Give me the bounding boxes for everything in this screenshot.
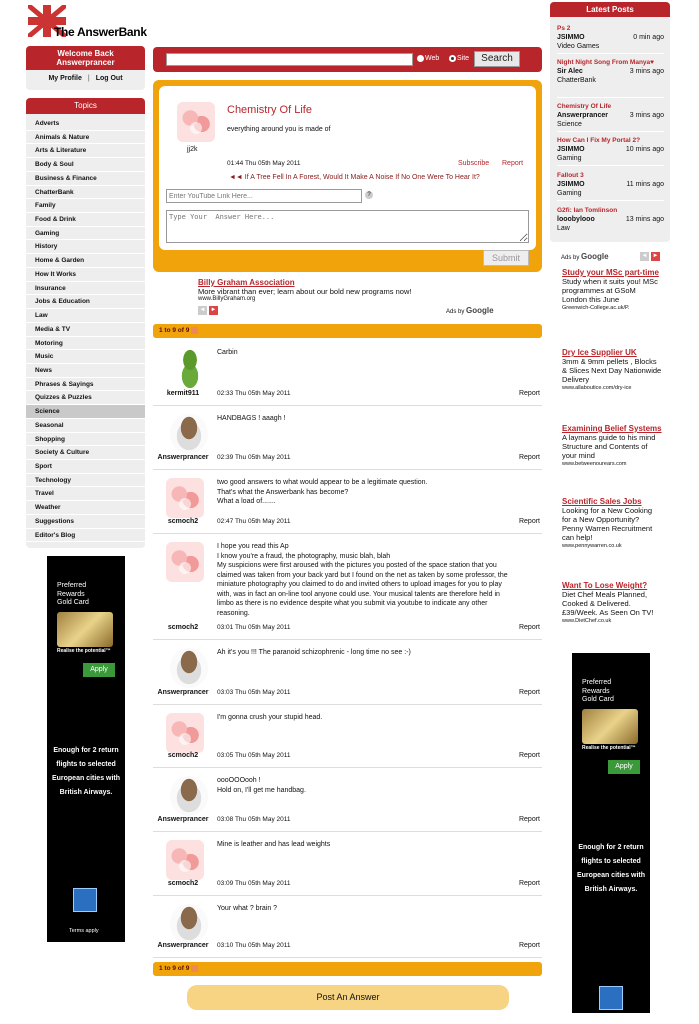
answer-text: Mine is leather and has lead weights xyxy=(217,841,331,848)
topic-item[interactable]: Motoring xyxy=(26,337,145,351)
text-ad[interactable] xyxy=(562,581,662,625)
topic-item[interactable]: Weather xyxy=(26,501,145,515)
answer-text: I'm gonna crush your stupid head. xyxy=(217,714,323,721)
latest-post-category[interactable]: ChatterBank xyxy=(557,77,596,84)
right-ad-arrows xyxy=(640,252,660,261)
topic-item[interactable]: Home & Garden xyxy=(26,254,145,268)
answer-date: 03:05 Thu 05th May 2011 xyxy=(217,752,291,759)
latest-post-category[interactable]: Gaming xyxy=(557,155,582,162)
latest-post-user[interactable]: JSIMMO xyxy=(557,146,585,153)
answer-date: 02:33 Thu 05th May 2011 xyxy=(217,390,291,397)
ad-description: Diet Chef Meals Planned, Cooked & Delivered. £39/Week. As Seen On TV! xyxy=(562,590,654,617)
latest-post-user[interactable]: Sir Alec xyxy=(557,68,583,75)
pager-top xyxy=(153,324,542,338)
answer-date: 03:08 Thu 05th May 2011 xyxy=(217,816,291,823)
latest-post-title[interactable]: Chemistry Of Life xyxy=(557,103,612,110)
google-label: Google xyxy=(581,252,609,261)
search-web-option[interactable] xyxy=(417,55,439,62)
answer-text: Your what ? brain ? xyxy=(217,905,278,912)
site-name: The AnswerBank xyxy=(54,25,147,39)
topic-item[interactable]: Jobs & Education xyxy=(26,295,145,309)
topic-item[interactable]: Family xyxy=(26,199,145,213)
youtube-link-input[interactable] xyxy=(166,189,362,203)
latest-posts-header: Latest Posts xyxy=(550,2,670,17)
report-link[interactable]: Report xyxy=(518,689,540,696)
ad-description: More vibrant than ever; learn about our bold new programs now! xyxy=(198,287,412,296)
subscribe-link[interactable]: Subscribe xyxy=(458,160,490,167)
gold-card-image xyxy=(582,709,638,744)
separator: | xyxy=(87,75,90,82)
welcome-header xyxy=(26,46,145,70)
latest-post-user[interactable]: JSIMMO xyxy=(557,34,585,41)
ad-description: Study when it suits you! MSc programmes at GSoM London this June xyxy=(562,277,658,304)
ad-description: Looking for a New Cooking for a New Opportunity? Penny Warren Recruitment can help! xyxy=(562,506,653,542)
ad-url[interactable]: www.pennywarren.co.uk xyxy=(562,543,622,549)
answer-avatar[interactable] xyxy=(171,348,209,388)
ad-title[interactable]: Examining Belief Systems xyxy=(562,424,662,433)
answer-row xyxy=(153,768,542,832)
amex-logo-icon xyxy=(73,888,97,912)
text-ad[interactable] xyxy=(562,348,662,392)
answer-author[interactable]: Answerprancer xyxy=(157,689,209,696)
text-ad[interactable] xyxy=(562,268,662,312)
answer-author[interactable]: Answerprancer xyxy=(157,454,209,461)
topic-item[interactable]: Music xyxy=(26,350,145,364)
latest-post-category[interactable]: Video Games xyxy=(557,43,600,50)
latest-post-title[interactable]: Night Night Song From Manya♥ xyxy=(557,59,655,66)
ad-url[interactable]: www.betweenourears.com xyxy=(562,461,627,467)
google-label: Google xyxy=(466,306,494,315)
latest-post-user[interactable]: looobylooo xyxy=(557,216,595,223)
topic-item[interactable]: Adverts xyxy=(26,117,145,131)
latest-post-user[interactable]: JSIMMO xyxy=(557,181,585,188)
post-answer-button[interactable]: Post An Answer xyxy=(187,985,509,1010)
answer-text: oooOOOooh ! Hold on, I'll get me handbag. xyxy=(217,777,306,794)
topic-item[interactable]: Insurance xyxy=(26,282,145,296)
amex-logo-icon xyxy=(599,986,623,1010)
answer-date: 03:10 Thu 05th May 2011 xyxy=(217,942,291,949)
answer-avatar[interactable] xyxy=(170,648,208,688)
answer-row xyxy=(153,640,542,705)
answer-row xyxy=(153,705,542,768)
ad-enough-text: Enough for 2 return flights to selected European cities with British Airways. xyxy=(51,747,121,796)
answer-avatar[interactable] xyxy=(170,904,208,944)
latest-post-title[interactable]: G2fi: Ian Tomlinson xyxy=(557,207,618,214)
apply-button[interactable]: Apply xyxy=(83,663,115,677)
topic-item[interactable]: Suggestions xyxy=(26,515,145,529)
topic-item[interactable]: ChatterBank xyxy=(26,186,145,200)
topic-item[interactable]: History xyxy=(26,240,145,254)
ad-description: A laymans guide to his mind Structure and Contents of your mind xyxy=(562,433,656,460)
submit-button[interactable]: Submit xyxy=(483,250,529,266)
topic-item[interactable]: Society & Culture xyxy=(26,446,145,460)
topic-item[interactable]: Media & TV xyxy=(26,323,145,337)
search-site-option[interactable] xyxy=(449,55,469,62)
topics-panel xyxy=(26,98,145,548)
answer-text: Carbin xyxy=(217,349,238,356)
next-arrow-icon[interactable]: ► xyxy=(210,307,217,313)
topic-item[interactable]: Sport xyxy=(26,460,145,474)
ad-preferred-text: Preferred Rewards Gold Card xyxy=(57,582,89,606)
scrolling-question-link[interactable]: ◄◄ If A Tree Fell In A Forest, Would It Make A Noise If No One Were To Hear It? xyxy=(229,174,480,181)
topic-item[interactable]: Science xyxy=(26,405,145,419)
topic-item[interactable]: How It Works xyxy=(26,268,145,282)
answer-author[interactable]: Answerprancer xyxy=(157,816,209,823)
text-ad[interactable] xyxy=(562,497,662,550)
ad-preferred-text: Preferred Rewards Gold Card xyxy=(582,679,614,703)
search-input[interactable] xyxy=(166,53,413,66)
latest-post-item[interactable] xyxy=(557,102,664,132)
welcome-line: Welcome Back xyxy=(57,49,114,58)
report-link[interactable]: Report xyxy=(518,880,540,887)
ad-title[interactable]: Dry Ice Supplier UK xyxy=(562,348,637,357)
topic-item[interactable]: Gaming xyxy=(26,227,145,241)
topic-item[interactable]: Seasonal xyxy=(26,419,145,433)
site-label: Site xyxy=(457,55,470,62)
latest-post-item[interactable] xyxy=(557,206,664,236)
topic-item[interactable]: Shopping xyxy=(26,433,145,447)
answer-row xyxy=(153,832,542,896)
answer-row xyxy=(153,470,542,534)
report-link[interactable]: Report xyxy=(518,942,540,949)
answer-date: 03:09 Thu 05th May 2011 xyxy=(217,880,291,887)
apply-button[interactable]: Apply xyxy=(608,760,640,774)
ads-by-label: Ads by xyxy=(561,255,580,261)
answer-author[interactable]: scmoch2 xyxy=(167,624,199,631)
topic-item[interactable]: Quizzes & Puzzles xyxy=(26,391,145,405)
report-link[interactable]: Report xyxy=(518,816,540,823)
answer-text: Ah it's you !!! The paranoid schizophrenic - long time no see :-) xyxy=(217,649,411,656)
terms-apply[interactable]: Terms apply xyxy=(69,928,99,934)
next-arrow-icon[interactable]: ► xyxy=(652,253,659,259)
search-bar xyxy=(153,47,542,72)
google-ad[interactable] xyxy=(198,278,498,318)
ad-url[interactable]: www.BillyGraham.org xyxy=(198,296,256,302)
report-link[interactable]: Report xyxy=(502,160,524,167)
answer-author[interactable]: kermit911 xyxy=(166,390,200,397)
topic-item[interactable]: Arts & Literature xyxy=(26,144,145,158)
gold-card-image xyxy=(57,612,113,647)
latest-post-item[interactable] xyxy=(557,171,664,201)
pager-bottom xyxy=(153,962,542,976)
ad-title[interactable]: Scientific Sales Jobs xyxy=(562,497,642,506)
answer-avatar[interactable] xyxy=(166,713,204,753)
ad-enough-text: Enough for 2 return flights to selected European cities with British Airways. xyxy=(576,844,646,893)
ad-description: 3mm & 9mm pellets , Blocks & Slices Next Day Nationwide Delivery xyxy=(562,357,662,384)
question-date: 01:44 Thu 05th May 2011 xyxy=(227,160,301,167)
latest-post-item[interactable] xyxy=(557,58,664,98)
answer-text: HANDBAGS ! aaagh ! xyxy=(217,415,286,422)
rss-icon[interactable] xyxy=(191,327,198,334)
answer-avatar[interactable] xyxy=(170,414,208,454)
ad-realise-text: Realise the potential™ xyxy=(57,648,111,654)
latest-post-category[interactable]: Law xyxy=(557,225,570,232)
latest-post-item[interactable] xyxy=(557,24,664,54)
topic-item[interactable]: Body & Soul xyxy=(26,158,145,172)
answer-date: 03:01 Thu 05th May 2011 xyxy=(217,624,291,631)
logout-link[interactable]: Log Out xyxy=(95,75,123,82)
answer-textarea[interactable] xyxy=(166,210,529,243)
topic-item[interactable]: Food & Drink xyxy=(26,213,145,227)
answer-date: 03:03 Thu 05th May 2011 xyxy=(217,689,291,696)
ad-realise-text: Realise the potential™ xyxy=(582,745,636,751)
text-ad[interactable] xyxy=(562,424,662,468)
answer-author[interactable]: Answerprancer xyxy=(157,942,209,949)
site-logo[interactable] xyxy=(28,5,148,41)
latest-post-category[interactable]: Gaming xyxy=(557,190,582,197)
question-author[interactable]: jj2k xyxy=(187,146,198,153)
latest-post-time: 10 mins ago xyxy=(625,146,664,153)
prev-arrow-icon[interactable]: ◄ xyxy=(641,253,648,259)
help-icon[interactable]: ? xyxy=(365,191,373,199)
ad-title[interactable]: Billy Graham Association xyxy=(198,278,295,287)
answer-avatar[interactable] xyxy=(166,840,204,880)
latest-post-title[interactable]: Fallout 3 xyxy=(557,172,584,179)
answer-row xyxy=(153,896,542,958)
amex-ad-left[interactable] xyxy=(47,556,125,942)
topic-item[interactable]: Animals & Nature xyxy=(26,131,145,145)
latest-post-title[interactable]: Ps 2 xyxy=(557,25,571,32)
answer-author[interactable]: scmoch2 xyxy=(167,880,199,887)
answer-author[interactable]: scmoch2 xyxy=(167,518,199,525)
topic-item[interactable]: News xyxy=(26,364,145,378)
question-title: Chemistry Of Life xyxy=(227,104,312,116)
pager-label[interactable]: 1 to 9 of 9 xyxy=(159,327,190,334)
topic-item[interactable]: Technology xyxy=(26,474,145,488)
ads-by-label: Ads by xyxy=(446,309,465,315)
answer-date: 02:39 Thu 05th May 2011 xyxy=(217,454,291,461)
topic-item[interactable]: Business & Finance xyxy=(26,172,145,186)
answer-text: I hope you read this Ap I know you're a fraud, the photography, music blah, blah My suspicions were first aroused with the pictures you posted of the space station that you claimed was taken from your back yard but I found on the net as taken by some professor, the miniature photography you claimed to do and invited others to upload images for you to play with, was in fact an on-line tool anyone could use. Your musical talents are therefore held in limbo as there is no evidence despite what you submit via youtube to indicate any other reasoning. xyxy=(217,543,508,617)
ad-title[interactable]: Want To Lose Weight? xyxy=(562,581,648,590)
report-link[interactable]: Report xyxy=(518,454,540,461)
topic-item[interactable]: Travel xyxy=(26,487,145,501)
report-link[interactable]: Report xyxy=(518,518,540,525)
topic-list xyxy=(26,114,145,542)
answer-avatar[interactable] xyxy=(170,776,208,816)
radio-icon[interactable] xyxy=(417,55,424,62)
latest-post-time: 0 min ago xyxy=(633,34,664,41)
ads-by-google[interactable] xyxy=(446,306,494,315)
latest-post-title[interactable]: How Can I Fix My Portal 2? xyxy=(557,137,641,144)
question-avatar[interactable] xyxy=(177,102,215,142)
latest-post-time: 3 mins ago xyxy=(629,112,664,119)
ad-url[interactable]: www.allaboutice.com/dry-ice xyxy=(562,385,632,391)
web-label: Web xyxy=(425,55,440,62)
answer-row xyxy=(153,534,542,640)
topic-item[interactable]: Phrases & Sayings xyxy=(26,378,145,392)
latest-post-category[interactable]: Science xyxy=(557,121,582,128)
latest-posts-panel xyxy=(550,2,670,242)
question-box xyxy=(153,80,542,272)
ad-url[interactable]: Greenwich-College.ac.uk/P. xyxy=(562,305,630,311)
rss-icon[interactable] xyxy=(191,965,198,972)
topic-item[interactable]: Law xyxy=(26,309,145,323)
latest-post-time: 13 mins ago xyxy=(625,216,664,223)
answer-row xyxy=(153,406,542,470)
report-link[interactable]: Report xyxy=(518,624,540,631)
my-profile-link[interactable]: My Profile xyxy=(48,75,82,82)
question-body: everything around you is made of xyxy=(227,126,331,133)
topic-item[interactable]: Editor's Blog xyxy=(26,529,145,543)
pager-label[interactable]: 1 to 9 of 9 xyxy=(159,965,190,972)
report-link[interactable]: Report xyxy=(518,390,540,397)
amex-ad-right[interactable] xyxy=(572,653,650,1013)
answer-avatar[interactable] xyxy=(166,542,204,582)
latest-post-item[interactable] xyxy=(557,136,664,166)
report-link[interactable]: Report xyxy=(518,752,540,759)
ads-by-google-right[interactable] xyxy=(561,252,609,261)
answer-author[interactable]: scmoch2 xyxy=(167,752,199,759)
answer-row xyxy=(153,340,542,406)
latest-post-time: 11 mins ago xyxy=(626,181,664,188)
radio-selected-icon[interactable] xyxy=(449,55,456,62)
answer-date: 02:47 Thu 05th May 2011 xyxy=(217,518,291,525)
topics-header: Topics xyxy=(26,98,145,114)
latest-post-time: 3 mins ago xyxy=(629,68,664,75)
answer-avatar[interactable] xyxy=(166,478,204,518)
search-button[interactable]: Search xyxy=(474,51,520,67)
username: Answerprancer xyxy=(56,58,115,67)
answer-text: two good answers to what would appear to be a legitimate question. That's what the Answerbank has become? What a load of....... xyxy=(217,479,428,505)
ad-url[interactable]: www.DietChef.co.uk xyxy=(562,618,612,624)
ad-title[interactable]: Study your MSc part-time xyxy=(562,268,659,277)
prev-arrow-icon[interactable]: ◄ xyxy=(199,307,206,313)
welcome-panel xyxy=(26,46,145,90)
latest-post-user[interactable]: Answerprancer xyxy=(557,112,608,119)
